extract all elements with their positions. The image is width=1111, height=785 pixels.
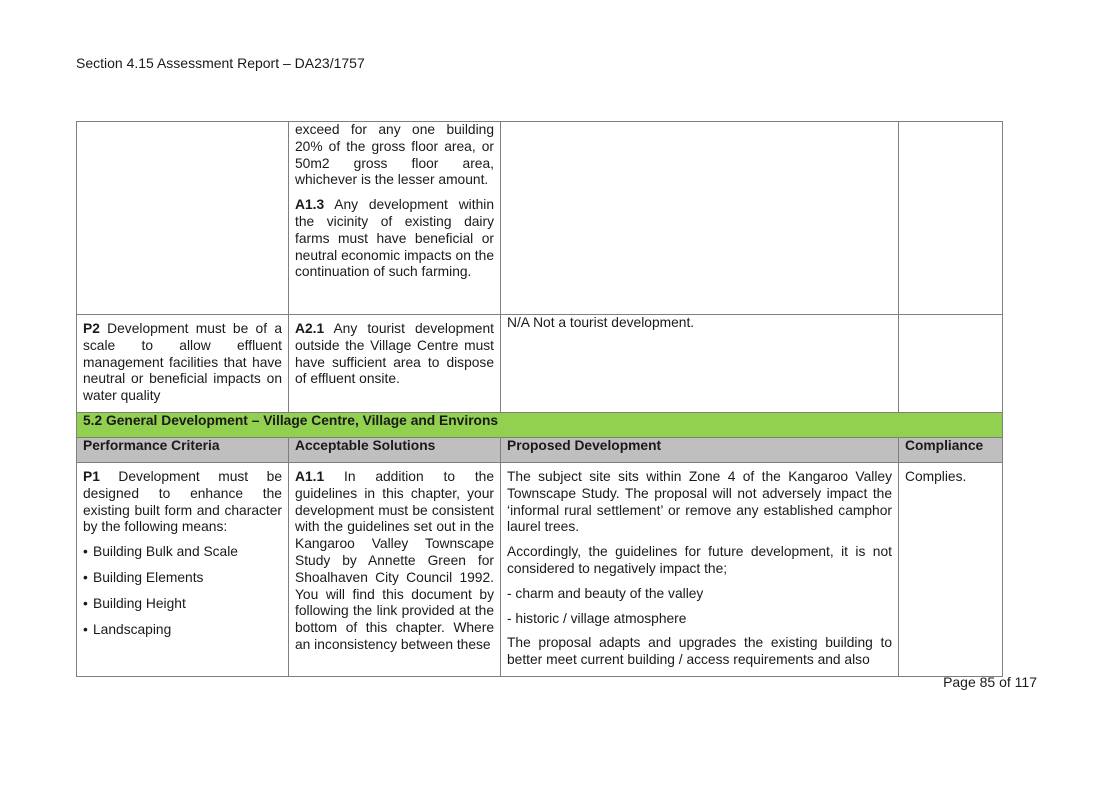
compliance-cell bbox=[899, 463, 1003, 677]
criteria-cell bbox=[77, 122, 289, 315]
criteria-label: P2 bbox=[83, 321, 100, 336]
section-title: 5.2 General Development – Village Centre, Village and Environs bbox=[77, 413, 1003, 438]
proposed-cell bbox=[501, 463, 899, 677]
solutions-cell bbox=[289, 463, 501, 677]
proposed-text: N/A Not a tourist development. bbox=[507, 315, 695, 330]
proposed-cell bbox=[501, 315, 899, 413]
solution-label: A2.1 bbox=[295, 321, 325, 336]
column-header-compliance: Compliance bbox=[899, 438, 1003, 463]
column-header-criteria: Performance Criteria bbox=[77, 438, 289, 463]
solution-label: A1.1 bbox=[295, 469, 325, 484]
list-item: • Building Bulk and Scale bbox=[83, 544, 282, 561]
compliance-cell bbox=[899, 122, 1003, 315]
criteria-text: Development must be designed to enhance the existing built form and character by the following means: bbox=[83, 469, 282, 535]
proposed-paragraph: The subject site sits within Zone 4 of the Kangaroo Valley Townscape Study. The proposal will not adversely impact the ‘informal rural settlement’ or remove any established camphor laurel trees. bbox=[507, 469, 892, 535]
criteria-text: Development must be of a scale to allow effluent management facilities that have neutral or beneficial impacts on water quality bbox=[83, 321, 282, 404]
column-header-proposed: Proposed Development bbox=[501, 438, 899, 463]
proposed-paragraph: - historic / village atmosphere bbox=[507, 610, 687, 626]
solutions-text: Any development within the vicinity of existing dairy farms must have beneficial or neutral economic impacts on the continuation of such farming. bbox=[295, 197, 494, 280]
solution-label: A1.3 bbox=[295, 197, 325, 213]
list-item: • Landscaping bbox=[83, 622, 282, 639]
table-row bbox=[77, 315, 1003, 413]
page-number: Page 85 of 117 bbox=[943, 674, 1037, 690]
section-heading-row bbox=[77, 413, 1003, 438]
criteria-cell bbox=[77, 463, 289, 677]
solutions-text: Any tourist development outside the Village Centre must have sufficient area to dispose of effluent onsite. bbox=[295, 321, 494, 387]
criteria-label: P1 bbox=[83, 469, 100, 484]
proposed-paragraph: - charm and beauty of the valley bbox=[507, 585, 704, 601]
column-header-solutions: Acceptable Solutions bbox=[289, 438, 501, 463]
table-row bbox=[77, 463, 1003, 677]
page-header: Section 4.15 Assessment Report – DA23/1757 bbox=[76, 55, 365, 71]
solutions-cell bbox=[289, 315, 501, 413]
compliance-status: Complies. bbox=[905, 469, 967, 484]
proposed-cell bbox=[501, 122, 899, 315]
assessment-table bbox=[76, 121, 1003, 677]
compliance-cell bbox=[899, 315, 1003, 413]
solutions-cell bbox=[289, 122, 501, 315]
list-item: • Building Elements bbox=[83, 570, 282, 587]
table-row bbox=[77, 122, 1003, 315]
solutions-text: In addition to the guidelines in this chapter, your development must be consistent with the guidelines set out in the Kangaroo Valley Townscape Study by Annette Green for Shoalhaven City Council 1992. You will find this document by following the link provided at the bottom of this chapter. Where an inconsistency between these bbox=[295, 469, 494, 652]
proposed-paragraph: The proposal adapts and upgrades the existing building to better meet current building / access requirements and also bbox=[507, 635, 892, 668]
column-header-row bbox=[77, 438, 1003, 463]
criteria-bullet-list bbox=[83, 544, 282, 638]
proposed-paragraph: Accordingly, the guidelines for future development, it is not considered to negatively impact the; bbox=[507, 544, 892, 576]
solutions-text: exceed for any one building 20% of the gross floor area, or 50m2 gross floor area, whichever is the lesser amount. bbox=[295, 122, 494, 188]
list-item: • Building Height bbox=[83, 596, 282, 613]
criteria-cell bbox=[77, 315, 289, 413]
